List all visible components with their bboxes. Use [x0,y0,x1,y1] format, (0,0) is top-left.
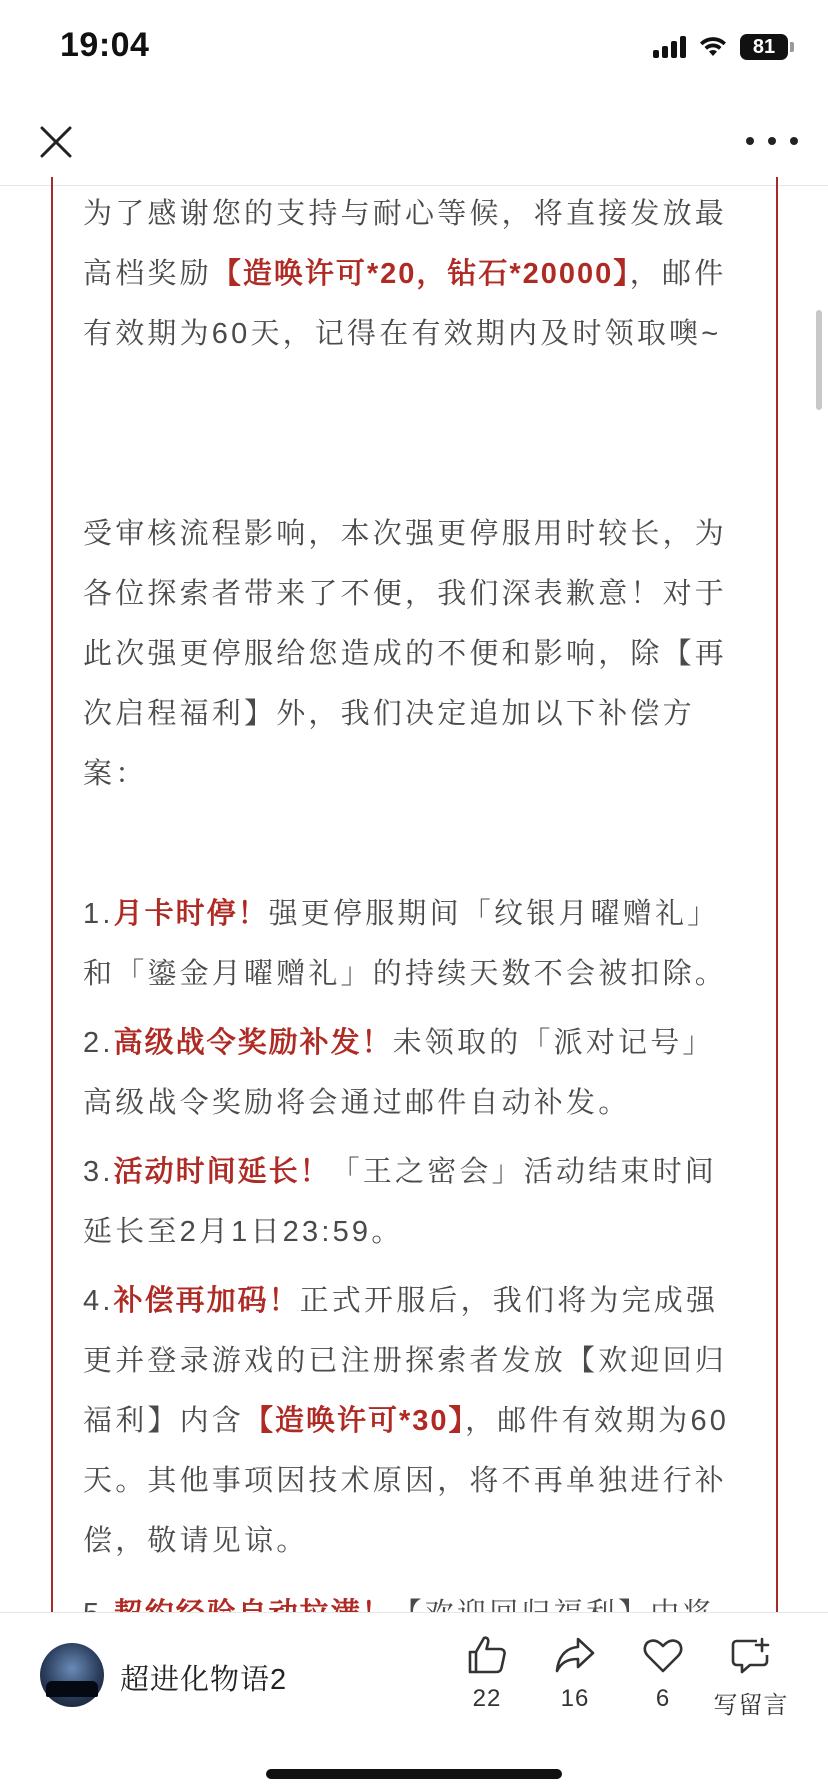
paragraph-reward [83,184,743,364]
paragraph-apology: 受审核流程影响，本次强更停服用时较长，为各位探索者带来了不便，我们深表歉意！对于此次强更停服给您造成的不便和影响，除【再次启程福利】外，我们决定追加以下补偿方案： [83,518,728,790]
list-item-number: 2. [83,1027,114,1059]
more-dot-icon [768,137,776,145]
list-item-text: 正式开服后，我们将为完成强更并登录游戏的已注册探索者发放【欢迎回归福利】内含 [83,1285,728,1437]
list-item-text: 强更停服期间「纹银月曜赠礼」和「鎏金月曜赠礼」的持续天数不会被扣除。 [83,898,728,990]
scrollbar[interactable] [816,310,822,410]
cellular-signal-icon [653,36,686,58]
write-comment-button[interactable] [706,1633,796,1720]
favorite-count: 6 [655,1685,671,1712]
comment-add-icon [729,1633,773,1677]
like-count: 22 [472,1685,502,1712]
heart-icon [641,1633,685,1677]
status-bar [0,0,828,100]
list-item-title: 月卡时停！ [113,898,269,930]
close-button[interactable] [36,122,76,162]
list-item [83,1142,743,1262]
list-item-text: 「王之密会」活动结束时间延长至2月1日23:59。 [83,1156,718,1248]
bottom-bar [0,1612,828,1792]
list-item-number: 1. [83,898,114,930]
list-item-text-end: ，邮件有效期为60天。其他事项因技术原因，将不再单独进行补偿，敬请见谅。 [83,1405,730,1557]
wifi-icon [698,36,728,58]
reward-highlight: 【造唤许可*20，钻石*20000】 [211,258,630,290]
list-item [83,1271,743,1571]
account-name[interactable]: 超进化物语2 [120,1664,288,1696]
write-comment-label: 写留言 [713,1692,789,1719]
list-item-number: 3. [83,1156,114,1188]
list-item [83,884,743,1004]
list-item-title: 高级战令奖励补发！ [113,1027,393,1059]
share-button[interactable] [530,1633,620,1713]
status-icons [653,34,794,60]
more-dot-icon [746,137,754,145]
share-count: 16 [560,1685,590,1712]
paragraph-reward-text-end: ，邮件有效期为60天，记得在有效期内及时领取噢~ [83,258,727,350]
more-options-button[interactable] [746,126,798,156]
status-time: 19:04 [60,26,150,64]
list-item-title: 活动时间延长！ [113,1156,331,1188]
battery-level: 81 [740,34,788,60]
thumbs-up-icon [465,1633,509,1677]
nav-bar [0,100,828,186]
list-item-title: 补偿再加码！ [113,1285,300,1317]
list-item-text: 未领取的「派对记号」高级战令奖励将会通过邮件自动补发。 [83,1027,715,1119]
list-item-number: 4. [83,1285,114,1317]
more-dot-icon [790,137,798,145]
list-item [83,1013,743,1133]
favorite-button[interactable] [618,1633,708,1713]
share-arrow-icon [553,1633,597,1677]
article-content[interactable] [0,187,828,1612]
home-indicator[interactable] [266,1769,562,1779]
account-avatar[interactable] [40,1643,104,1707]
close-icon [36,122,76,162]
paragraph-reward-text: 为了感谢您的支持与耐心等候，将直接发放最高档奖励 [83,198,728,290]
like-button[interactable] [442,1633,532,1713]
battery-icon [740,34,794,60]
compensation-highlight: 【造唤许可*30】 [244,1405,466,1437]
